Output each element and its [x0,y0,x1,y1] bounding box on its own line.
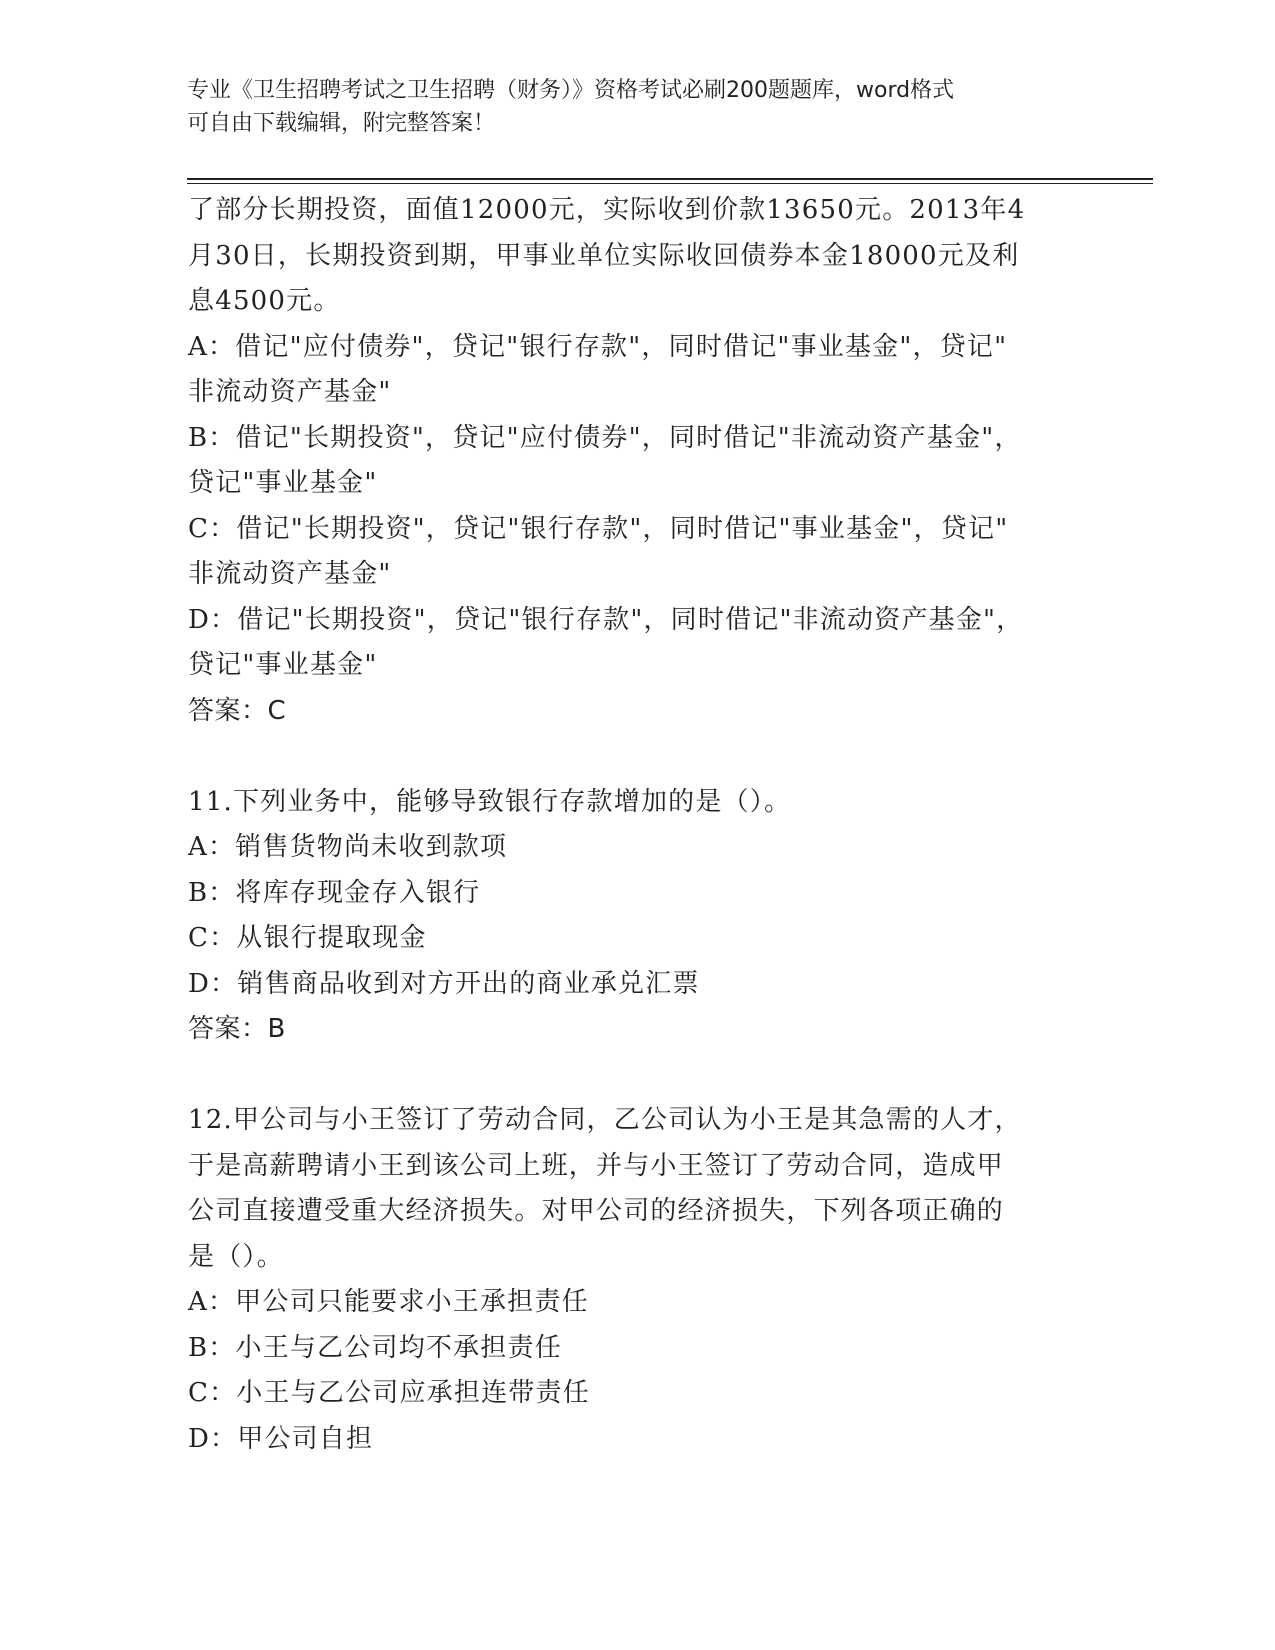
question-stem-line: 12.甲公司与小王签订了劳动合同，乙公司认为小王是其急需的人才， [188,1105,1022,1135]
question-11 [188,780,1088,1053]
header-divider-thin [187,183,1153,184]
option-c-continued: 非流动资产基金" [188,559,392,589]
option-c: C：小王与乙公司应承担连带责任 [188,1378,590,1408]
answer-line: 答案：B [188,1014,286,1044]
question-12 [188,1098,1088,1462]
document-header [187,74,1067,140]
answer-line: 答案：C [188,695,287,726]
option-a: A：甲公司只能要求小王承担责任 [188,1287,589,1317]
question-10 [188,188,1088,734]
option-a: A：销售货物尚未收到款项 [188,832,508,862]
option-c: C：借记"长期投资"，贷记"银行存款"，同时借记"事业基金"，贷记" [188,513,1009,544]
option-c: C：从银行提取现金 [188,923,427,953]
question-stem-line: 公司直接遭受重大经济损失。对甲公司的经济损失，下列各项正确的 [188,1196,1005,1226]
option-a-continued: 非流动资产基金" [188,377,392,407]
header-title-line-1: 专业《卫生招聘考试之卫生招聘（财务）》资格考试必刷200题题库，word格式 [187,78,955,103]
option-a: A：借记"应付债券"，贷记"银行存款"，同时借记"事业基金"，贷记" [188,331,1008,362]
option-d: D：甲公司自担 [188,1423,374,1454]
question-stem-line: 了部分长期投资，面值12000元，实际收到价款13650元。2013年4 [188,195,1026,225]
option-b: B：借记"长期投资"，贷记"应付债券"，同时借记"非流动资产基金"， [188,422,1022,453]
option-d: D：销售商品收到对方开出的商业承兑汇票 [188,968,700,999]
question-stem-line: 息4500元。 [188,286,341,316]
option-b-continued: 贷记"事业基金" [188,468,378,498]
option-b: B：小王与乙公司均不承担责任 [188,1332,562,1363]
question-stem-line: 于是高薪聘请小王到该公司上班，并与小王签订了劳动合同，造成甲 [188,1150,1005,1181]
document-body [188,188,1088,1462]
option-d: D：借记"长期投资"，贷记"银行存款"，同时借记"非流动资产基金"， [188,604,1024,635]
header-divider-thick [187,178,1153,180]
question-stem-line: 11.下列业务中，能够导致银行存款增加的是（）。 [188,786,792,817]
header-title-line-2: 可自由下载编辑，附完整答案！ [187,111,496,136]
question-stem-line: 月30日，长期投资到期，甲事业单位实际收回债券本金18000元及利 [188,240,1020,271]
option-d-continued: 贷记"事业基金" [188,650,378,680]
question-spacer [188,734,1088,780]
question-stem-line: 是（）。 [188,1241,284,1272]
question-spacer [188,1053,1088,1099]
option-b: B：将库存现金存入银行 [188,877,481,908]
